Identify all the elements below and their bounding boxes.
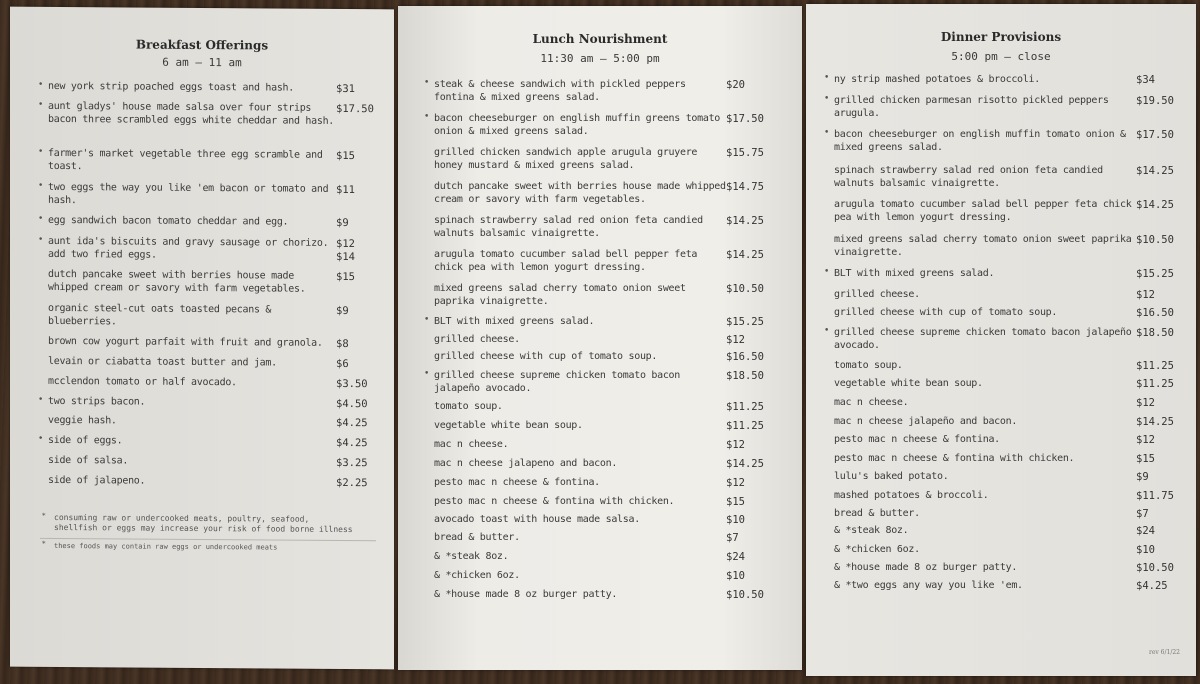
item-bullet: • [38,234,44,245]
menu-item-name: mac n cheese. [834,397,909,408]
menu-item-price: $3.25 [336,456,368,470]
menu-item-price: $18.50 [1136,327,1174,339]
menu-item-price: $7 [726,532,739,544]
menu-item-price: $10.50 [1136,562,1174,574]
menu-item-name: pesto mac n cheese & fontina with chicken. [434,496,675,507]
menu-item-price: $11 [336,183,355,197]
item-bullet: • [38,213,44,224]
menu-item-name: mac n cheese jalapeno and bacon. [434,458,618,469]
menu-item-price: $9 [336,216,349,230]
menu-item-name: mixed greens salad cherry tomato onion sweet paprika vinaigrette. [834,234,1132,258]
menu-item-name: levain or ciabatta toast butter and jam. [48,355,277,369]
menu-item-price: $9 [1136,471,1149,483]
menu-item-price: $12 [726,334,745,346]
menu-item-name: dutch pancake sweet with berries house made whipped cream or savory with farm vegetables. [48,268,306,295]
menu-item-name: farmer's market vegetable three egg scramble and toast. [48,147,323,172]
menu-item-name: arugula tomato cucumber salad bell pepper feta chick pea with lemon yogurt dressing. [434,249,698,273]
breakfast-title: Breakfast Offerings [135,37,269,53]
menu-item-price: $19.50 [1136,95,1174,107]
menu-item-price: $14.25 [726,458,764,470]
item-bullet: • [824,128,830,138]
menu-item-price: $11.25 [1136,378,1174,390]
menu-item-name: grilled cheese with cup of tomato soup. [434,351,658,362]
menu-item-price: $4.50 [336,397,368,411]
item-bullet: • [38,394,44,405]
lunch-title: Lunch Nourishment [532,32,668,46]
item-bullet: • [824,267,830,277]
menu-item-price: $20 [726,79,745,91]
menu-item-price: $12 [726,439,745,451]
raw-eggs-warning: these foods may contain raw eggs or undercooked meats [54,541,278,552]
menu-item-name: pesto mac n cheese & fontina with chicken. [834,453,1075,464]
menu-item-name: ny strip mashed potatoes & broccoli. [834,74,1040,85]
menu-item-price: $11.25 [726,420,764,432]
menu-item-name: bread & butter. [834,508,920,519]
menu-item-name: tomato soup. [434,401,503,412]
menu-item-price: $10.50 [726,283,764,295]
menu-item-price: $12 [726,477,745,489]
menu-item-price: $6 [336,357,349,371]
menu-item-price: $4.25 [336,416,368,430]
menu-item-name: vegetable white bean soup. [834,378,983,389]
menu-item-price: $12 [1136,397,1155,409]
menu-item-name: bread & butter. [434,532,520,543]
menu-item-name: pesto mac n cheese & fontina. [434,477,600,488]
item-bullet: • [38,79,44,90]
menu-item-name: brown cow yogurt parfait with fruit and granola. [48,335,323,349]
menu-item-price: $10.50 [1136,234,1174,246]
menu-item-price: $15.75 [726,147,764,159]
breakfast-hours: 6 am – 11 am [162,55,242,70]
menu-item-price: $15 [336,270,355,284]
raw-food-warning: consuming raw or undercooked meats, poultry, seafood, shellfish or eggs may increase your risk of food borne illness [54,512,353,535]
lunch-panel [398,6,802,670]
menu-item-name: grilled cheese. [834,289,920,300]
menu-item-name: bacon cheeseburger on english muffin greens tomato onion & mixed greens salad. [434,113,721,137]
menu-item-name: mashed potatoes & broccoli. [834,490,989,501]
menu-item-price: $24 [1136,525,1155,537]
menu-item-name: side of eggs. [48,434,123,447]
warning-asterisk-2: * [42,539,46,548]
dinner-title: Dinner Provisions [940,30,1062,44]
menu-item-name: pesto mac n cheese & fontina. [834,434,1000,445]
menu-item-price: $18.50 [726,370,764,382]
menu-item-price: $15.25 [1136,268,1174,280]
menu-item-name: grilled cheese supreme chicken tomato bacon jalapeño avocado. [834,327,1132,351]
menu-item-name: tomato soup. [834,360,903,371]
menu-item-name: side of jalapeno. [48,474,146,487]
menu-item-price: $31 [336,82,355,96]
menu-item-name: & *steak 8oz. [834,525,909,536]
menu-item-name: new york strip poached eggs toast and hash. [48,80,294,94]
item-bullet: • [424,369,430,379]
menu-item-name: BLT with mixed greens salad. [834,268,995,279]
menu-item-price: $24 [726,551,745,563]
menu-item-name: mcclendon tomato or half avocado. [48,375,237,389]
menu-item-price: $7 [1136,508,1149,520]
menu-item-price: $9 [336,304,349,318]
menu-item-price: $4.25 [1136,580,1168,592]
menu-item-price: $17.50 [726,113,764,125]
menu-item-name: aunt ida's biscuits and gravy sausage or chorizo. add two fried eggs. [48,235,329,261]
item-bullet: • [38,99,44,110]
menu-item-price: $14.75 [726,181,764,193]
revision-date: rev 6/1/22 [1148,649,1180,656]
menu-item-price: $11.25 [1136,360,1174,372]
menu-item-name: arugula tomato cucumber salad bell pepper feta chick pea with lemon yogurt dressing. [834,199,1132,223]
menu-item-name: BLT with mixed greens salad. [434,316,595,327]
menu-item-price: $10.50 [726,589,764,601]
menu-item-name: steak & cheese sandwich with pickled peppers fontina & mixed greens salad. [434,79,686,103]
menu-item-name: mixed greens salad cherry tomato onion sweet paprika vinaigrette. [434,283,686,307]
menu-item-name: grilled cheese supreme chicken tomato bacon jalapeño avocado. [434,370,680,394]
menu-item-price: $8 [336,337,349,351]
item-bullet: • [38,433,44,444]
menu-item-price: $14.25 [726,215,764,227]
menu-item-name: veggie hash. [48,414,117,427]
menu-item-price: $34 [1136,74,1155,86]
menu-item-price: $12 [1136,434,1155,446]
menu-item-price: $14.25 [726,249,764,261]
menu-item-name: grilled chicken parmesan risotto pickled peppers arugula. [834,95,1109,119]
menu-item-name: two eggs the way you like 'em bacon or tomato and hash. [48,181,329,206]
menu-item-price: $11.75 [1136,490,1174,502]
menu-item-price: $12 [1136,289,1155,301]
menu-item-price: $17.50 [336,102,374,116]
item-bullet: • [824,326,830,336]
menu-item-price: $14.25 [1136,199,1174,211]
menu-item-name: dutch pancake sweet with berries house made whipped cream or savory with farm vegetables. [434,181,726,205]
warning-asterisk-1: * [42,511,46,520]
menu-item-price: $15.25 [726,316,764,328]
menu-item-name: two strips bacon. [48,395,146,408]
item-bullet: • [424,112,430,122]
menu-item-price: $3.50 [336,377,368,391]
lunch-hours: 11:30 am – 5:00 pm [540,52,660,65]
menu-item-name: & *chicken 6oz. [834,544,920,555]
menu-item-name: spinach strawberry salad red onion feta candied walnuts balsamic vinaigrette. [834,165,1103,189]
menu-item-name: & *house made 8 oz burger patty. [834,562,1018,573]
breakfast-panel [10,7,394,670]
menu-item-name: & *two eggs any way you like 'em. [834,580,1023,591]
menu-item-price-addon: $14 [336,250,355,264]
menu-item-name: spinach strawberry salad red onion feta candied walnuts balsamic vinaigrette. [434,215,703,239]
menu-item-name: avocado toast with house made salsa. [434,514,640,525]
menu-item-name: side of salsa. [48,454,129,467]
menu-item-price: $10 [726,514,745,526]
item-bullet: • [824,94,830,104]
item-bullet: • [824,73,830,83]
menu-item-name: grilled cheese with cup of tomato soup. [834,307,1058,318]
menu-item-name: & *house made 8 oz burger patty. [434,589,618,600]
dinner-panel [806,4,1196,676]
menu-item-price: $14.25 [1136,165,1174,177]
menu-item-name: & *steak 8oz. [434,551,509,562]
dinner-hours: 5:00 pm – close [951,50,1051,63]
menu-item-price: $2.25 [336,476,368,490]
menu-item-name: mac n cheese. [434,439,509,450]
menu-item-price: $4.25 [336,436,368,450]
menu-item-name: grilled cheese. [434,334,520,345]
item-bullet: • [38,180,44,191]
item-bullet: • [424,315,430,325]
menu-item-name: lulu's baked potato. [834,471,949,482]
menu-item-name: egg sandwich bacon tomato cheddar and egg. [48,214,289,228]
menu-item-price: $12 [336,237,355,251]
menu-item-price: $14.25 [1136,416,1174,428]
menu-item-price: $17.50 [1136,129,1174,141]
menu-item-price: $16.50 [726,351,764,363]
menu-item-price: $16.50 [1136,307,1174,319]
menu-item-price: $15 [336,149,355,163]
menu-item-name: & *chicken 6oz. [434,570,520,581]
menu-item-name: grilled chicken sandwich apple arugula gruyere honey mustard & mixed greens salad. [434,147,698,171]
menu-item-name: vegetable white bean soup. [434,420,583,431]
item-bullet: • [38,146,44,157]
menu-item-price: $15 [1136,453,1155,465]
menu-item-price: $15 [726,496,745,508]
item-bullet: • [424,78,430,88]
menu-item-price: $10 [1136,544,1155,556]
menu-item-price: $11.25 [726,401,764,413]
menu-item-name: organic steel-cut oats toasted pecans & blueberries. [48,302,272,327]
menu-item-name: bacon cheeseburger on english muffin tomato onion & mixed greens salad. [834,129,1126,153]
menu-item-name: aunt gladys' house made salsa over four strips bacon three scrambled eggs white cheddar and hash. [48,100,335,127]
menu-item-price: $10 [726,570,745,582]
menu-item-name: mac n cheese jalapeño and bacon. [834,416,1018,427]
